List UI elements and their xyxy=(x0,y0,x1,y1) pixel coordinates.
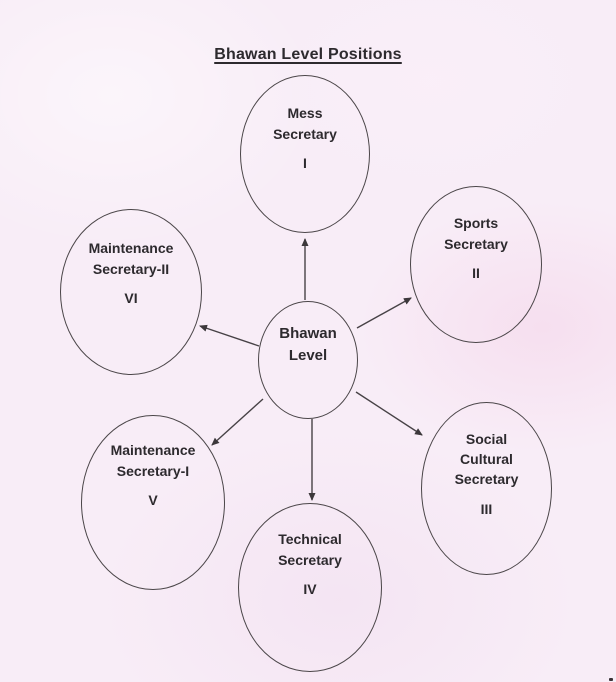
node-numeral: V xyxy=(148,492,158,508)
arrow-center-to-sports xyxy=(357,298,411,328)
node-label-line: Secretary-II xyxy=(92,260,170,277)
node-label-line: Secretary xyxy=(454,470,519,487)
node-label-line: Level xyxy=(288,347,328,364)
node-label-line: Bhawan xyxy=(279,325,337,342)
node-numeral: IV xyxy=(303,581,317,597)
node-label-line: Maintenance xyxy=(110,442,196,458)
node-label-line: Cultural xyxy=(460,450,513,467)
arrow-center-to-maintenance-2 xyxy=(200,326,259,346)
page-title: Bhawan Level Positions xyxy=(214,46,402,63)
node-label-line: Secretary-I xyxy=(116,463,190,479)
node-sports-secretary xyxy=(410,186,542,343)
node-label-line: Maintenance xyxy=(88,239,174,256)
node-technical-secretary xyxy=(238,503,382,672)
node-label-line: Secretary xyxy=(278,552,342,568)
node-label-line: Mess xyxy=(287,104,323,121)
node-label-line: Secretary xyxy=(273,125,337,142)
node-maintenance-secretary-2 xyxy=(60,209,202,375)
node-numeral: VI xyxy=(124,289,138,306)
node-numeral: II xyxy=(472,265,480,281)
node-mess-secretary xyxy=(240,75,370,233)
node-label-line: Social xyxy=(465,430,508,447)
node-label-line: Secretary xyxy=(444,236,508,252)
node-social-cultural-secretary xyxy=(421,402,552,575)
node-maintenance-secretary-1 xyxy=(81,415,225,590)
node-numeral: I xyxy=(303,154,307,171)
arrow-center-to-social xyxy=(356,392,422,435)
node-label-line: Sports xyxy=(453,215,499,231)
scan-artifact-dot xyxy=(609,678,613,681)
node-bhawan-level xyxy=(258,301,358,419)
arrow-center-to-maintenance-1 xyxy=(212,399,263,445)
node-label-line: Technical xyxy=(278,531,342,547)
node-numeral: III xyxy=(480,500,493,517)
